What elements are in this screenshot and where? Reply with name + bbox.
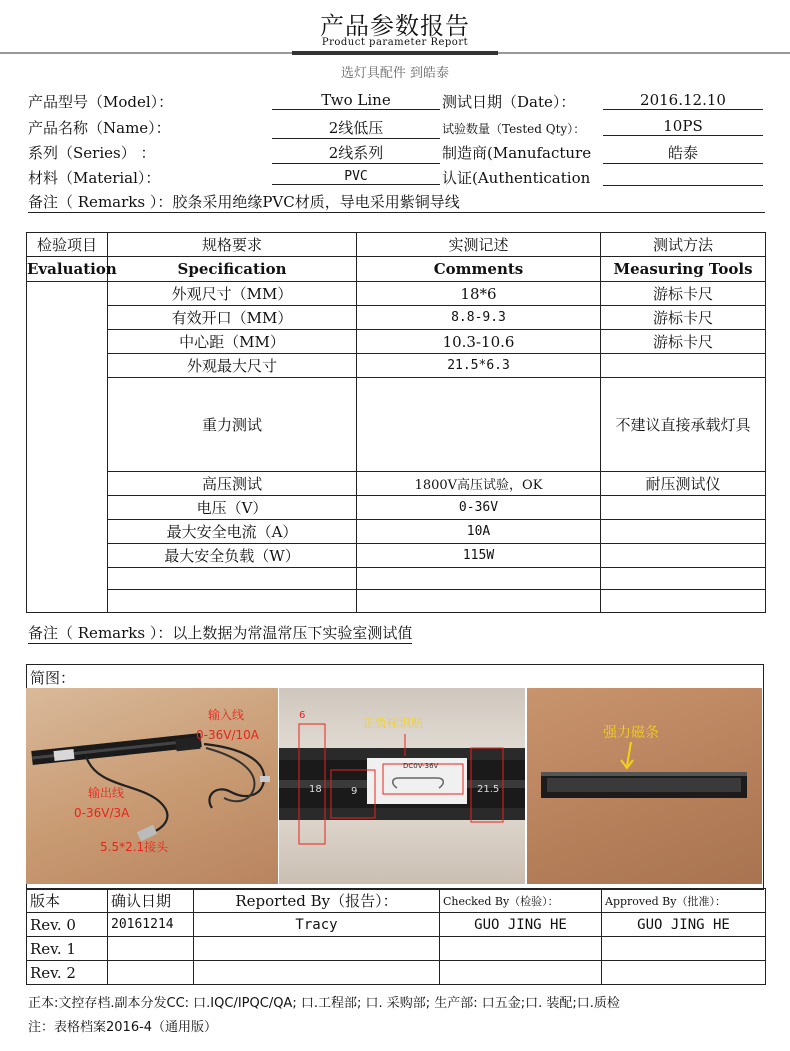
row-comment: 115W xyxy=(357,544,601,568)
remarks-material: 备注（ Remarks ）：胶条采用绝缘PVC材质，导电采用紫铜导线 xyxy=(28,191,765,213)
spec-table xyxy=(26,232,766,613)
rev-version: Rev. 0 xyxy=(27,913,108,937)
header-specification-en: Specification xyxy=(108,257,357,282)
row-comment xyxy=(357,378,601,472)
rev-checked xyxy=(440,961,602,985)
table-row xyxy=(27,961,766,985)
header-confirm-date: 确认日期 xyxy=(108,889,194,913)
row-tool xyxy=(601,496,766,520)
header-tools-en: Measuring Tools xyxy=(601,257,766,282)
material-label: 材料（Material）： xyxy=(28,169,161,187)
header-tools-cn: 测试方法 xyxy=(601,233,766,257)
table-row xyxy=(27,330,766,354)
manufacturer-label: 制造商(Manufacture xyxy=(442,144,592,162)
distribution-note: 正本:文控存档.副本分发CC: 口.IQC/IPQC/QA; 口.工程部; 口. 采购部; 生产部: 口五金;口. 装配;口.质检 xyxy=(28,996,620,1011)
rev-reported: Tracy xyxy=(194,913,440,937)
rev-date xyxy=(108,961,194,985)
revision-header-row xyxy=(27,889,766,913)
input-line-label: 输入线 xyxy=(208,708,245,722)
model-label: 产品型号（Model）： xyxy=(28,93,174,111)
row-comment xyxy=(357,568,601,590)
header-reported-by: Reported By（报告）： xyxy=(194,889,440,913)
row-comment: 1800V高压试验，OK xyxy=(357,472,601,496)
report-title: 产品参数报告 xyxy=(320,12,470,40)
row-tool: 游标卡尺 xyxy=(601,330,766,354)
name-label: 产品名称（Name）： xyxy=(28,119,171,137)
evaluation-merged-cell xyxy=(27,282,108,613)
spec-header-cn-row xyxy=(27,233,766,257)
manufacturer-value: 皓泰 xyxy=(603,142,763,164)
polarity-sticker-label: 正负标识贴 xyxy=(363,716,424,730)
table-row xyxy=(27,590,766,613)
table-row xyxy=(27,378,766,472)
certification-label: 认证(Authentication xyxy=(442,169,591,187)
connector-label: 5.5*2.1接头 xyxy=(100,840,169,854)
photo-strip-cables xyxy=(26,688,278,884)
table-row xyxy=(27,472,766,496)
table-row xyxy=(27,496,766,520)
input-rating-label: 0-36V/10A xyxy=(196,728,259,742)
model-value: Two Line xyxy=(272,91,440,110)
slogan: 选灯具配件 到皓泰 xyxy=(340,66,450,81)
header-rule-left xyxy=(0,52,292,54)
rev-date xyxy=(108,937,194,961)
row-tool: 耐压测试仪 xyxy=(601,472,766,496)
revision-table xyxy=(26,888,766,985)
row-tool xyxy=(601,354,766,378)
table-row xyxy=(27,306,766,330)
qty-value: 10PS xyxy=(603,117,763,136)
row-tool xyxy=(601,568,766,590)
header-version: 版本 xyxy=(27,889,108,913)
row-tool: 游标卡尺 xyxy=(601,306,766,330)
rev-approved: GUO JING HE xyxy=(602,913,766,937)
row-comment xyxy=(357,590,601,613)
row-spec: 最大安全电流（A） xyxy=(108,520,357,544)
row-spec xyxy=(108,590,357,613)
row-spec: 外观尺寸（MM） xyxy=(108,282,357,306)
date-label: 测试日期（Date）： xyxy=(442,93,576,111)
spec-header-en-row xyxy=(27,257,766,282)
name-value: 2线低压 xyxy=(272,117,440,139)
row-tool: 游标卡尺 xyxy=(601,282,766,306)
rev-checked: GUO JING HE xyxy=(440,913,602,937)
row-spec: 电压（V） xyxy=(108,496,357,520)
qty-label: 试验数量（Tested Qty）： xyxy=(442,122,586,136)
row-spec: 外观最大尺寸 xyxy=(108,354,357,378)
table-row xyxy=(27,354,766,378)
header-comments-cn: 实测记述 xyxy=(357,233,601,257)
table-row xyxy=(27,544,766,568)
dimension-6: 6 xyxy=(299,710,306,721)
sketch-label: 简图： xyxy=(30,669,76,687)
table-row xyxy=(27,282,766,306)
polarity-sticker-text: DC0V-36V xyxy=(403,762,439,770)
certification-value xyxy=(603,167,763,186)
rev-reported xyxy=(194,937,440,961)
row-tool: 不建议直接承载灯具 xyxy=(601,378,766,472)
table-row xyxy=(27,520,766,544)
date-value: 2016.12.10 xyxy=(603,91,763,110)
row-comment: 18*6 xyxy=(357,282,601,306)
rev-approved xyxy=(602,961,766,985)
magnet-label: 强力磁条 xyxy=(603,725,659,741)
row-spec xyxy=(108,568,357,590)
row-tool xyxy=(601,590,766,613)
output-line-label: 输出线 xyxy=(88,786,125,800)
form-version-note: 注：表格档案2016-4（通用版） xyxy=(28,1020,218,1035)
dimension-9: 9 xyxy=(351,786,358,797)
row-spec: 有效开口（MM） xyxy=(108,306,357,330)
remarks-test-conditions: 备注（ Remarks ）：以上数据为常温常压下实验室测试值 xyxy=(28,624,413,642)
header-rule-right xyxy=(498,52,790,54)
row-spec: 最大安全负载（W） xyxy=(108,544,357,568)
dimension-21-5: 21.5 xyxy=(477,784,500,795)
row-tool xyxy=(601,520,766,544)
row-spec: 重力测试 xyxy=(108,378,357,472)
table-row xyxy=(27,913,766,937)
table-row xyxy=(27,937,766,961)
row-comment: 10.3-10.6 xyxy=(357,330,601,354)
row-comment: 21.5*6.3 xyxy=(357,354,601,378)
table-row xyxy=(27,568,766,590)
magnetic-strip-illustration xyxy=(527,688,762,884)
header-approved-by: Approved By（批准）： xyxy=(602,889,766,913)
report-subtitle: Product parameter Report xyxy=(321,37,469,48)
rev-version: Rev. 1 xyxy=(27,937,108,961)
output-rating-label: 0-36V/3A xyxy=(74,806,130,820)
row-comment: 10A xyxy=(357,520,601,544)
rev-checked xyxy=(440,937,602,961)
header-checked-by: Checked By（检验）： xyxy=(440,889,602,913)
rev-date: 20161214 xyxy=(108,913,194,937)
rev-reported xyxy=(194,961,440,985)
material-value: PVC xyxy=(272,169,440,185)
row-comment: 8.8-9.3 xyxy=(357,306,601,330)
series-label: 系列（Series） ： xyxy=(28,144,156,162)
rev-approved xyxy=(602,937,766,961)
row-spec: 中心距（MM） xyxy=(108,330,357,354)
header-comments-en: Comments xyxy=(357,257,601,282)
header-specification-cn: 规格要求 xyxy=(108,233,357,257)
row-comment: 0-36V xyxy=(357,496,601,520)
photo-strip-cross-section xyxy=(279,688,525,884)
dimension-18: 18 xyxy=(309,784,322,795)
row-spec: 高压测试 xyxy=(108,472,357,496)
row-tool xyxy=(601,544,766,568)
header-rule-center xyxy=(292,51,498,55)
series-value: 2线系列 xyxy=(272,142,440,164)
header-evaluation-cn: 检验项目 xyxy=(27,233,108,257)
header-evaluation-en: Evaluation xyxy=(27,257,108,282)
rev-version: Rev. 2 xyxy=(27,961,108,985)
photo-magnetic-strip xyxy=(527,688,762,884)
